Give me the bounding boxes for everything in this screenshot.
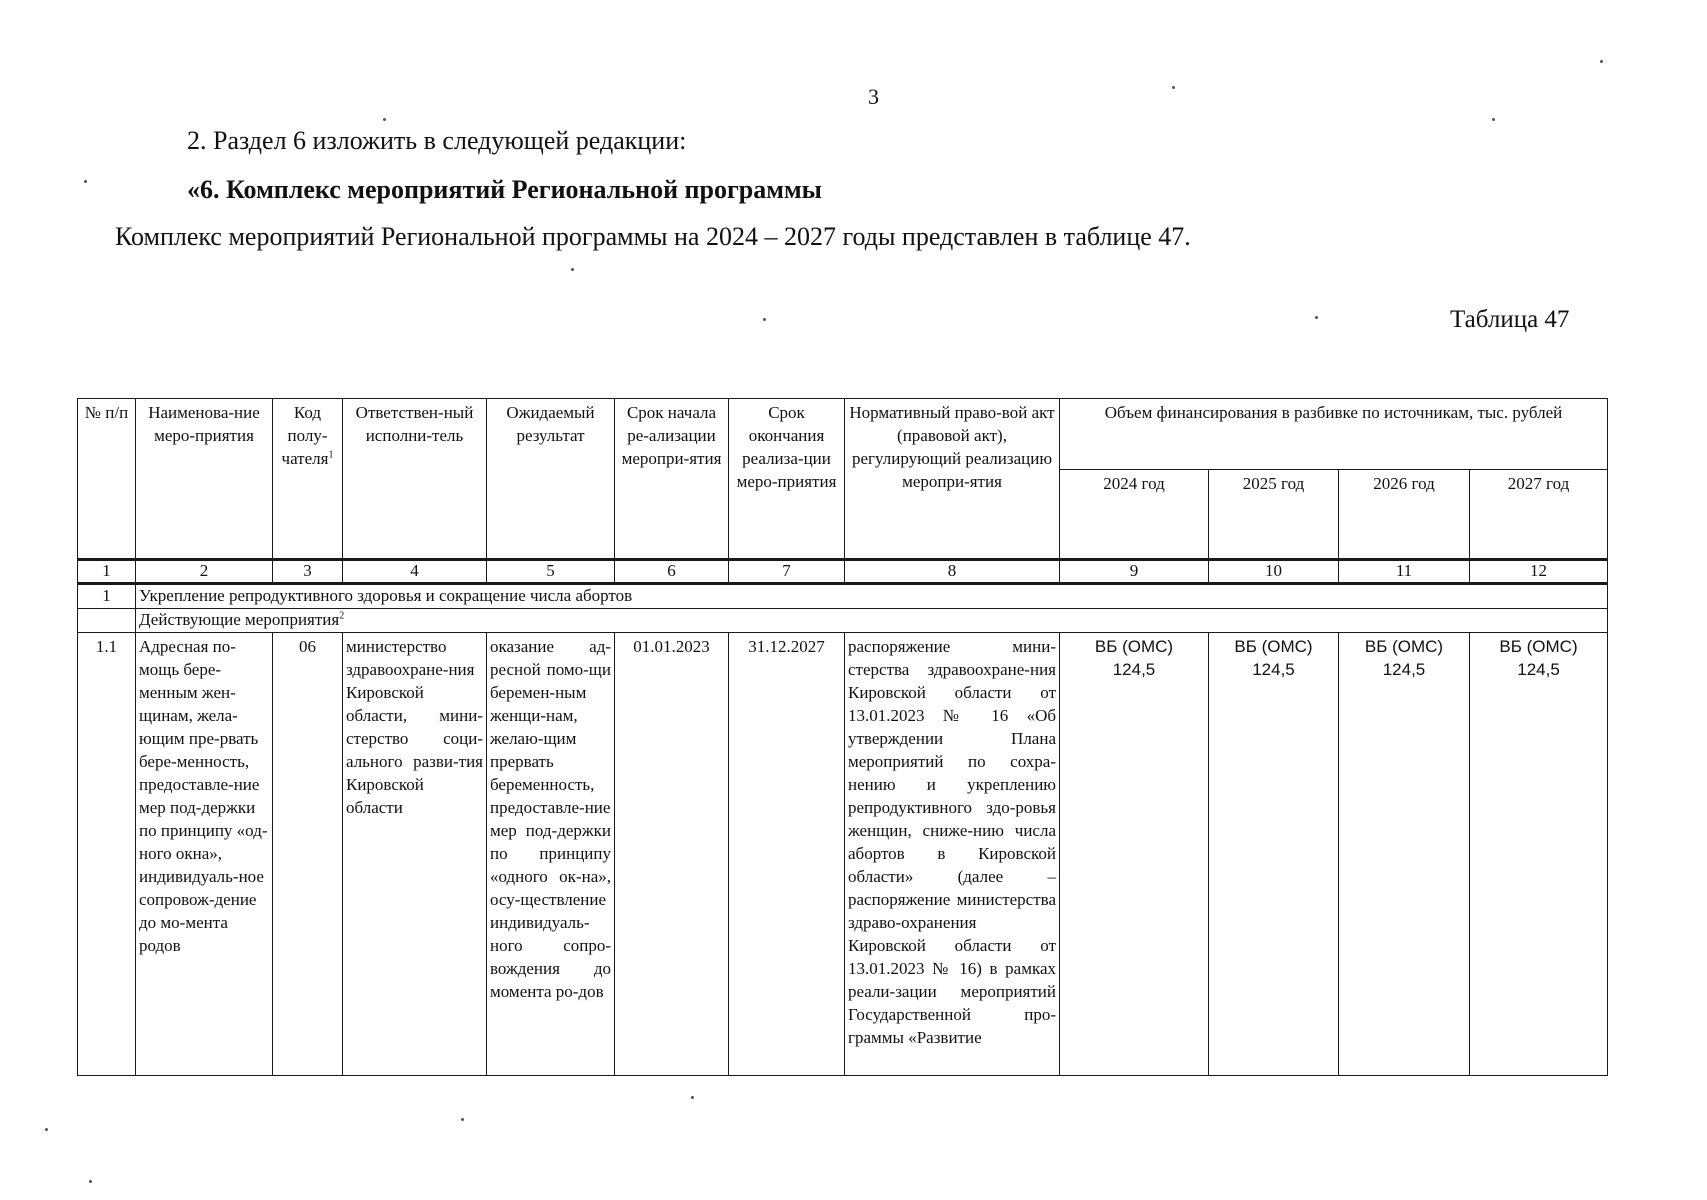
financing-2025	[1209, 633, 1339, 1076]
scan-speck	[45, 1128, 48, 1131]
col-number: 9	[1060, 560, 1209, 584]
section-row	[78, 584, 1608, 609]
col-number: 2	[136, 560, 273, 584]
funding-amount: 124,5	[1517, 660, 1560, 679]
measure-name: Адресная по-мощь бере-менным жен-щинам, жела-ющим пре-рвать бере-менность, предоставле-ние мер под-держки по принципу «од-ного окна», индивидуаль-ное сопровож-дение до мо-мента родов	[136, 633, 273, 1076]
scan-speck	[763, 318, 766, 321]
end-date: 31.12.2027	[729, 633, 845, 1076]
intro-paragraph: Комплекс мероприятий Региональной программы на 2024 – 2027 годы представлен в таблице 47.	[115, 222, 1191, 251]
measures-table	[77, 398, 1608, 1076]
expected-result: оказание ад-ресной помо-щи беремен-ным женщи-нам, желаю-щим прервать беременность, предоставле-ние мер под-держки по принципу «одного ок-на», осу-ществление индивидуаль-ного сопро-вождения до момента ро-дов	[487, 633, 615, 1076]
section-title: Укрепление репродуктивного здоровья и сокращение числа абортов	[136, 584, 1608, 609]
header-year-2025: 2025 год	[1209, 470, 1339, 560]
header-legal-act: Нормативный право-вой акт (правовой акт), регулирующий реализацию меропри-ятия	[845, 399, 1060, 560]
subsection-row	[78, 609, 1608, 633]
responsible-executor: министерство здравоохране-ния Кировской области, мини-стерство соци-ального разви-тия Кировской области	[343, 633, 487, 1076]
scan-speck	[89, 1180, 92, 1183]
header-year-2026: 2026 год	[1339, 470, 1470, 560]
col-number: 11	[1339, 560, 1470, 584]
financing-2024	[1060, 633, 1209, 1076]
table-row	[78, 633, 1608, 1076]
scan-speck	[571, 268, 574, 271]
subsection-empty-cell	[78, 609, 136, 633]
col-number: 4	[343, 560, 487, 584]
funding-source: ВБ (ОМС)	[1499, 637, 1578, 656]
page-number: 3	[868, 84, 879, 109]
col-number: 1	[78, 560, 136, 584]
start-date: 01.01.2023	[615, 633, 729, 1076]
header-code	[273, 399, 343, 560]
recipient-code: 06	[273, 633, 343, 1076]
instruction-paragraph: 2. Раздел 6 изложить в следующей редакции:	[187, 126, 687, 155]
scan-speck	[383, 118, 386, 121]
table-label: Таблица 47	[1450, 306, 1570, 333]
funding-amount: 124,5	[1382, 660, 1426, 679]
financing-2026	[1339, 633, 1470, 1076]
column-number-row	[78, 560, 1608, 584]
legal-act: распоряжение мини-стерства здравоохране-ния Кировской области от 13.01.2023 № 16 «Об утверждении Плана мероприятий по сохра-нению и укреплению репродуктивного здо-ровья женщин, сниже-нию числа абортов в Кировской области» (далее – распоряжение министерства здраво-охранения Кировской области от 13.01.2023 № 16) в рамках реали-зации мероприятий Государственной про-граммы «Развитие	[845, 633, 1060, 1076]
financing-2027	[1470, 633, 1608, 1076]
col-number: 7	[729, 560, 845, 584]
row-number: 1.1	[78, 633, 136, 1076]
footnote-1-mark: 1	[328, 449, 334, 461]
col-number: 5	[487, 560, 615, 584]
col-number: 10	[1209, 560, 1339, 584]
col-number: 3	[273, 560, 343, 584]
subsection-title-text: Действующие мероприятия	[139, 610, 340, 629]
header-end: Срок окончания реализа-ции меро-приятия	[729, 399, 845, 560]
scan-speck	[1172, 86, 1175, 89]
header-code-text: Код полу-чателя	[281, 403, 329, 468]
header-start: Срок начала ре-ализации меропри-ятия	[615, 399, 729, 560]
section-heading: «6. Комплекс мероприятий Региональной программы	[187, 175, 822, 204]
section-number: 1	[78, 584, 136, 609]
funding-source: ВБ (ОМС)	[1234, 637, 1313, 656]
col-number: 6	[615, 560, 729, 584]
scan-speck	[1492, 118, 1495, 121]
header-year-2027: 2027 год	[1470, 470, 1608, 560]
header-num: № п/п	[78, 399, 136, 560]
scan-speck	[84, 180, 87, 183]
col-number: 8	[845, 560, 1060, 584]
scan-speck	[461, 1118, 464, 1121]
header-year-2024: 2024 год	[1060, 470, 1209, 560]
header-name: Наименова-ние меро-приятия	[136, 399, 273, 560]
col-number: 12	[1470, 560, 1608, 584]
funding-amount: 124,5	[1252, 660, 1295, 679]
subsection-title	[136, 609, 1608, 633]
funding-amount: 124,5	[1112, 660, 1156, 679]
funding-source: ВБ (ОМС)	[1364, 637, 1444, 656]
scan-speck	[1315, 316, 1318, 319]
footnote-2-mark: 2	[339, 610, 345, 622]
header-executor: Ответствен-ный исполни-тель	[343, 399, 487, 560]
scan-speck	[1600, 60, 1603, 63]
scan-speck	[691, 1096, 694, 1099]
header-financing: Объем финансирования в разбивке по источникам, тыс. рублей	[1060, 399, 1608, 470]
header-result: Ожидаемый результат	[487, 399, 615, 560]
funding-source: ВБ (ОМС)	[1094, 637, 1174, 656]
